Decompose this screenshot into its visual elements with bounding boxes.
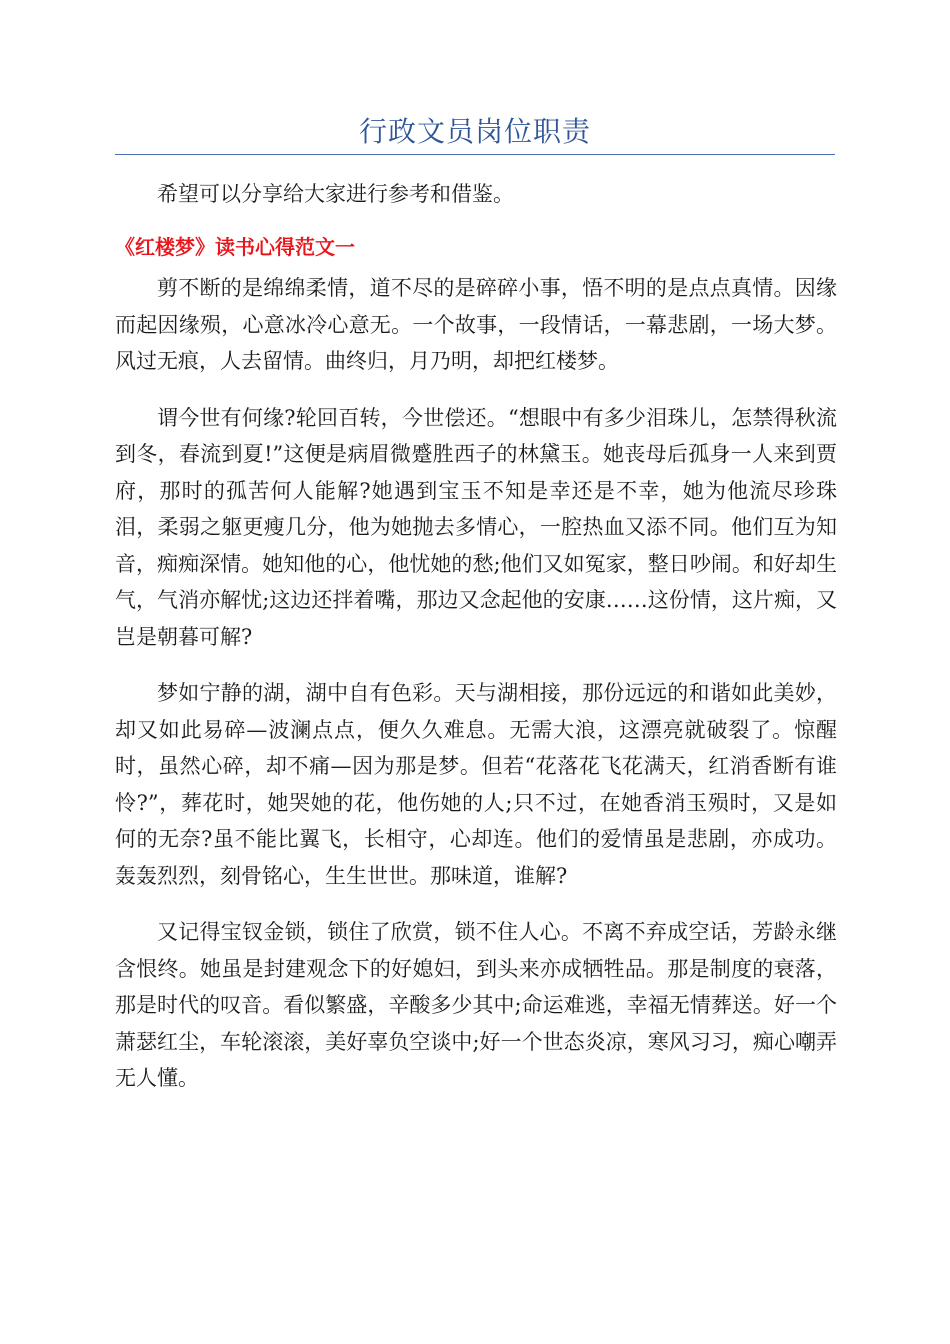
section-heading: 《红楼梦》读书心得范文一 — [115, 235, 355, 259]
body-paragraph-3: 梦如宁静的湖，湖中自有色彩。天与湖相接，那份远远的和谐如此美妙，却又如此易碎—波澜点点，便久久难息。无需大浪，这漂亮就破裂了。惊醒时，虽然心碎，却不痛—因为那是梦。但若“花落花飞花满天，红消香断有谁怜?”，葬花时，她哭她的花，他伤她的人;只不过，在她香消玉殒时，又是如何的无奈?虽不能比翼飞，长相守，心却连。他们的爱情虽是悲剧，亦成功。轰轰烈烈，刻骨铭心，生生世世。那味道，谁解? — [115, 681, 837, 888]
document-title: 行政文员岗位职责 — [358, 115, 591, 148]
body-paragraph-2: 谓今世有何缘?轮回百转，今世偿还。“想眼中有多少泪珠儿，怎禁得秋流到冬，春流到夏!”这便是病眉微蹙胜西子的林黛玉。她丧母后孤身一人来到贾府，那时的孤苦何人能解?她遇到宝玉不知是幸还是不幸，她为他流尽珍珠泪，柔弱之躯更瘦几分，他为她抛去多情心，一腔热血又添不同。他们互为知音，痴痴深情。她知他的心，他忧她的愁;他们又如冤家，整日吵闹。和好却生气，气消亦解忧;这边还拌着嘴，那边又念起他的安康……这份情，这片痴，又岂是朝暮可解? — [115, 405, 837, 649]
document-body — [115, 176, 837, 1117]
body-paragraph-4: 又记得宝钗金锁，锁住了欣赏，锁不住人心。不离不弃成空话，芳龄永继含恨终。她虽是封建观念下的好媳妇，到头来亦成牺牲品。那是制度的衰落，那是时代的叹音。看似繁盛，辛酸多少其中;命运难逃，幸福无情葬送。好一个萧瑟红尘，车轮滚滚，美好辜负空谈中;好一个世态炎凉，寒风习习，痴心嘲弄无人懂。 — [115, 920, 837, 1090]
intro-text: 希望可以分享给大家进行参考和借鉴。 — [157, 182, 514, 206]
title-underline-divider — [115, 154, 835, 155]
body-paragraph-1: 剪不断的是绵绵柔情，道不尽的是碎碎小事，悟不明的是点点真情。因缘而起因缘殒，心意冰冷心意无。一个故事，一段情话，一幕悲剧，一场大梦。风过无痕，人去留情。曲终归，月乃明，却把红楼梦。 — [115, 276, 837, 373]
